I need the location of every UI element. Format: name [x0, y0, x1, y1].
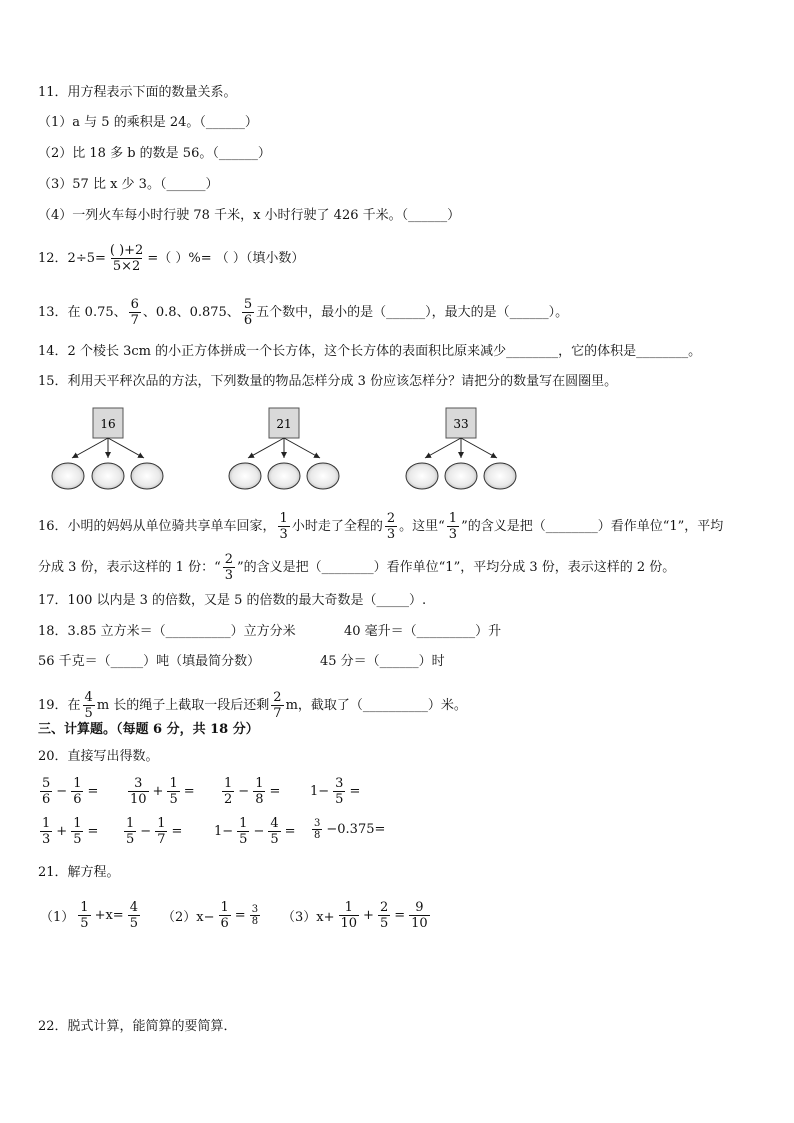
q20-c2-b — [167, 776, 179, 807]
q21-e2-label: （2）x− — [162, 910, 215, 925]
q21-title: 21．解方程。 — [38, 865, 120, 880]
q20-c6-a — [124, 816, 136, 847]
q20-c7-a — [237, 816, 249, 847]
q20-calc-3 — [220, 776, 282, 807]
q16-f4-den: 3 — [224, 568, 233, 583]
q19-line — [38, 690, 467, 721]
q20-c8-num: 3 — [314, 818, 321, 829]
q16-suffix1: ”的含义是把（________）看作单位“1”，平均 — [461, 519, 724, 534]
q21-e2-frac — [219, 900, 231, 931]
q15-box-2-label: 21 — [276, 417, 292, 431]
q13-f2-num: 5 — [243, 297, 253, 312]
q16-f1-den: 3 — [279, 527, 288, 542]
q13-frac-2 — [242, 297, 254, 328]
q20-c4-num: 3 — [335, 776, 344, 791]
q11-item-2: （2）比 18 多 b 的数是 56。（______） — [38, 146, 271, 161]
q20-calc-1 — [38, 776, 100, 807]
q20-c2-b-num: 1 — [169, 776, 178, 791]
q15-box-3-label: 33 — [453, 417, 469, 431]
q12-prefix: 12．2÷5= — [38, 251, 106, 266]
q16-f2-num: 2 — [386, 511, 396, 526]
q20-c4-frac — [333, 776, 345, 807]
q20-c1-op: − — [56, 784, 68, 799]
q21-e3-b — [378, 900, 390, 931]
q20-c5-eq: = — [87, 824, 99, 839]
q21-e1-mid: +x= — [94, 908, 124, 923]
q21-e3-n1: 1 — [344, 900, 353, 915]
q16-frac-4 — [223, 552, 235, 583]
q20-c6-op: − — [140, 824, 152, 839]
q19-frac-1 — [83, 690, 95, 721]
q15-circle[interactable] — [229, 463, 261, 489]
q14-text: 14．2 个棱长 3cm 的小正方体拼成一个长方体，这个长方体的表面积比原来减少________，它的体积是________。 — [38, 344, 702, 359]
q20-c1-b-num: 1 — [73, 776, 82, 791]
q13-prefix: 13．在 0.75、 — [38, 305, 127, 320]
q21-e3-d1: 10 — [340, 916, 358, 931]
q16-f2-den: 3 — [386, 527, 396, 542]
q21-e1-frac — [78, 900, 90, 931]
q20-c1-eq: = — [87, 784, 99, 799]
q21-e1-rden: 5 — [129, 916, 138, 931]
q21-e1-rnum: 4 — [129, 900, 138, 915]
q21-e1-num: 1 — [80, 900, 89, 915]
q15-group-2 — [229, 408, 339, 489]
q20-c5-b-den: 5 — [73, 832, 82, 847]
q16-f4-num: 2 — [224, 552, 233, 567]
q12-frac-num: ( )+2 — [109, 243, 144, 258]
q22-title: 22．脱式计算，能简算的要简算． — [38, 1019, 237, 1034]
q19-suffix: m，截取了（__________）米。 — [285, 698, 467, 713]
q20-c2-op: + — [152, 784, 164, 799]
q20-c7-n1: 1 — [239, 816, 248, 831]
q11-item-3: （3）57 比 x 少 3。（______） — [38, 177, 219, 192]
q19-f1-num: 4 — [84, 690, 93, 705]
q16-f3-num: 1 — [448, 511, 458, 526]
q21-e3-d2: 5 — [379, 916, 389, 931]
q21-e2-rfrac — [250, 904, 260, 927]
q12-line — [38, 243, 304, 274]
q20-calc-8 — [310, 818, 387, 841]
q21-e3-op: + — [363, 908, 374, 923]
q13-f2-den: 6 — [243, 313, 253, 328]
q12-suffix: =（ ）%= （ ）（填小数） — [147, 251, 305, 266]
q16-mid2: 。这里“ — [399, 519, 445, 534]
section3-title: 三、计算题。（每题 6 分，共 18 分） — [38, 722, 259, 737]
q20-c1-a — [40, 776, 52, 807]
q19-frac-2 — [271, 690, 283, 721]
q16-line2-prefix: 分成 3 份，表示这样的 1 份：“ — [38, 560, 221, 575]
q20-c8-frac — [312, 818, 322, 841]
q11-item-1: （1）a 与 5 的乘积是 24。（______） — [38, 115, 258, 130]
q21-e3-n2: 2 — [379, 900, 389, 915]
q16-frac-1 — [278, 511, 290, 542]
q15-box-1-label: 16 — [100, 417, 116, 431]
q21-e1-rfrac — [128, 900, 140, 931]
q21-e2-rnum: 3 — [251, 904, 259, 915]
q20-c2-b-den: 5 — [169, 792, 178, 807]
q21-e3-r — [409, 900, 430, 931]
q20-c4-lead: 1− — [310, 784, 330, 799]
q21-e3-rden: 10 — [411, 916, 428, 931]
q16-f3-den: 3 — [448, 527, 458, 542]
q21-e3-eq: = — [394, 908, 406, 923]
q20-c3-a-den: 2 — [224, 792, 233, 807]
q15-circle[interactable] — [131, 463, 163, 489]
q20-c5-op: + — [56, 824, 68, 839]
q20-c7-lead: 1− — [214, 824, 234, 839]
q16-line-2 — [38, 552, 675, 583]
q16-mid1: 小时走了全程的 — [291, 519, 383, 534]
q12-fraction — [108, 243, 145, 274]
q20-c7-d2: 5 — [270, 832, 279, 847]
q20-c5-b — [71, 816, 83, 847]
q20-c3-op: − — [238, 784, 250, 799]
q19-f2-num: 2 — [273, 690, 282, 705]
q13-frac-1 — [129, 297, 141, 328]
q20-c7-n2: 4 — [270, 816, 279, 831]
q16-f1-num: 1 — [279, 511, 288, 526]
q16-line2-suffix: ”的含义是把（________）看作单位“1”，平均分成 3 份，表示这样的 2 份。 — [237, 560, 676, 575]
q21-e2-mid: = — [234, 908, 246, 923]
q15-text: 15．利用天平秤次品的方法，下列数量的物品怎样分成 3 份应该怎样分？请把分的数量写在圆圈里。 — [38, 374, 618, 389]
q11-title: 11．用方程表示下面的数量关系。 — [38, 85, 237, 100]
q15-circle[interactable] — [52, 463, 84, 489]
q21-e3-a — [339, 900, 360, 931]
q20-c1-b — [71, 776, 83, 807]
q21-e2-den: 6 — [220, 916, 229, 931]
q21-eq-2 — [160, 900, 262, 931]
q19-mid: m 长的绳子上截取一段后还剩 — [96, 698, 270, 713]
q20-c6-a-den: 5 — [126, 832, 135, 847]
q20-calc-5 — [38, 816, 100, 847]
q13-suffix: 五个数中，最小的是（______），最大的是（______）。 — [256, 305, 569, 320]
q15-circle[interactable] — [268, 463, 300, 489]
q20-c3-eq: = — [269, 784, 281, 799]
q20-c8-tail: −0.375= — [326, 822, 386, 837]
q18-b: 40 毫升＝（_________）升 — [344, 624, 502, 639]
q20-c6-a-num: 1 — [126, 816, 135, 831]
q19-f1-den: 5 — [84, 706, 93, 721]
q13-line — [38, 297, 568, 328]
q20-c1-a-num: 5 — [42, 776, 51, 791]
q20-c3-b-den: 8 — [255, 792, 264, 807]
q15-circle[interactable] — [484, 463, 516, 489]
q20-c2-eq: = — [183, 784, 195, 799]
q18-c: 56 千克＝（_____）吨（填最简分数） — [38, 654, 261, 669]
q20-c6-b — [155, 816, 167, 847]
q20-c5-b-num: 1 — [73, 816, 82, 831]
q20-calc-7 — [212, 816, 298, 847]
q20-c7-eq: = — [284, 824, 296, 839]
q20-c3-b-num: 1 — [255, 776, 264, 791]
q11-item-4: （4）一列火车每小时行驶 78 千米，x 小时行驶了 426 千米。（______） — [38, 208, 461, 223]
q15-circle[interactable] — [406, 463, 438, 489]
q20-c2-a-num: 3 — [134, 776, 143, 791]
q15-circle[interactable] — [92, 463, 124, 489]
q13-f1-num: 6 — [130, 297, 139, 312]
q20-c3-b — [253, 776, 265, 807]
q20-c7-d1: 5 — [239, 832, 248, 847]
q16-prefix: 16．小明的妈妈从单位骑共享单车回家， — [38, 519, 276, 534]
q21-e3-label: （3）x+ — [282, 910, 335, 925]
q20-c6-b-den: 7 — [157, 832, 166, 847]
q21-e3-rnum: 9 — [415, 900, 424, 915]
q20-c3-a-num: 1 — [224, 776, 233, 791]
q16-frac-3 — [447, 511, 459, 542]
q18-d: 45 分＝（______）时 — [320, 654, 445, 669]
q19-f2-den: 7 — [273, 706, 282, 721]
q13-f1-den: 7 — [130, 313, 139, 328]
q15-group-3 — [406, 408, 516, 489]
q20-calc-2 — [126, 776, 197, 807]
q12-frac-den: 5×2 — [112, 259, 141, 274]
q20-c2-a-den: 10 — [130, 792, 147, 807]
q20-c4-den: 5 — [335, 792, 344, 807]
q13-middle: 、0.8、0.875、 — [142, 305, 240, 320]
q20-c4-eq: = — [349, 784, 361, 799]
q15-diagram — [40, 402, 540, 494]
q21-eq-1 — [38, 900, 142, 931]
q20-title: 20．直接写出得数。 — [38, 749, 159, 764]
q20-c8-den: 8 — [314, 830, 321, 841]
q20-c5-a — [40, 816, 52, 847]
q20-calc-4 — [308, 776, 362, 807]
q20-c5-a-den: 3 — [42, 832, 51, 847]
q17-text: 17．100 以内是 3 的倍数，又是 5 的倍数的最大奇数是（_____）. — [38, 593, 427, 608]
q20-c5-a-num: 1 — [42, 816, 51, 831]
q20-c1-a-den: 6 — [42, 792, 51, 807]
q20-c7-op: − — [253, 824, 265, 839]
q20-c6-b-num: 1 — [157, 816, 166, 831]
q20-c6-eq: = — [171, 824, 183, 839]
q15-group-1 — [52, 408, 163, 489]
q21-e2-num: 1 — [220, 900, 229, 915]
q20-c3-a — [222, 776, 234, 807]
q19-prefix: 19．在 — [38, 698, 81, 713]
q21-e2-rden: 8 — [251, 916, 259, 927]
q15-circle[interactable] — [307, 463, 339, 489]
q20-c2-a — [128, 776, 149, 807]
q16-line-1 — [38, 511, 723, 542]
q18-a: 18．3.85 立方米＝（__________）立方分米 — [38, 624, 296, 639]
q21-e1-label: （1） — [40, 910, 75, 925]
q16-frac-2 — [385, 511, 397, 542]
q20-c1-b-den: 6 — [73, 792, 82, 807]
q20-c7-b — [268, 816, 280, 847]
q21-e1-den: 5 — [80, 916, 89, 931]
q21-eq-3 — [280, 900, 432, 931]
q20-calc-6 — [122, 816, 184, 847]
q15-circle[interactable] — [445, 463, 477, 489]
